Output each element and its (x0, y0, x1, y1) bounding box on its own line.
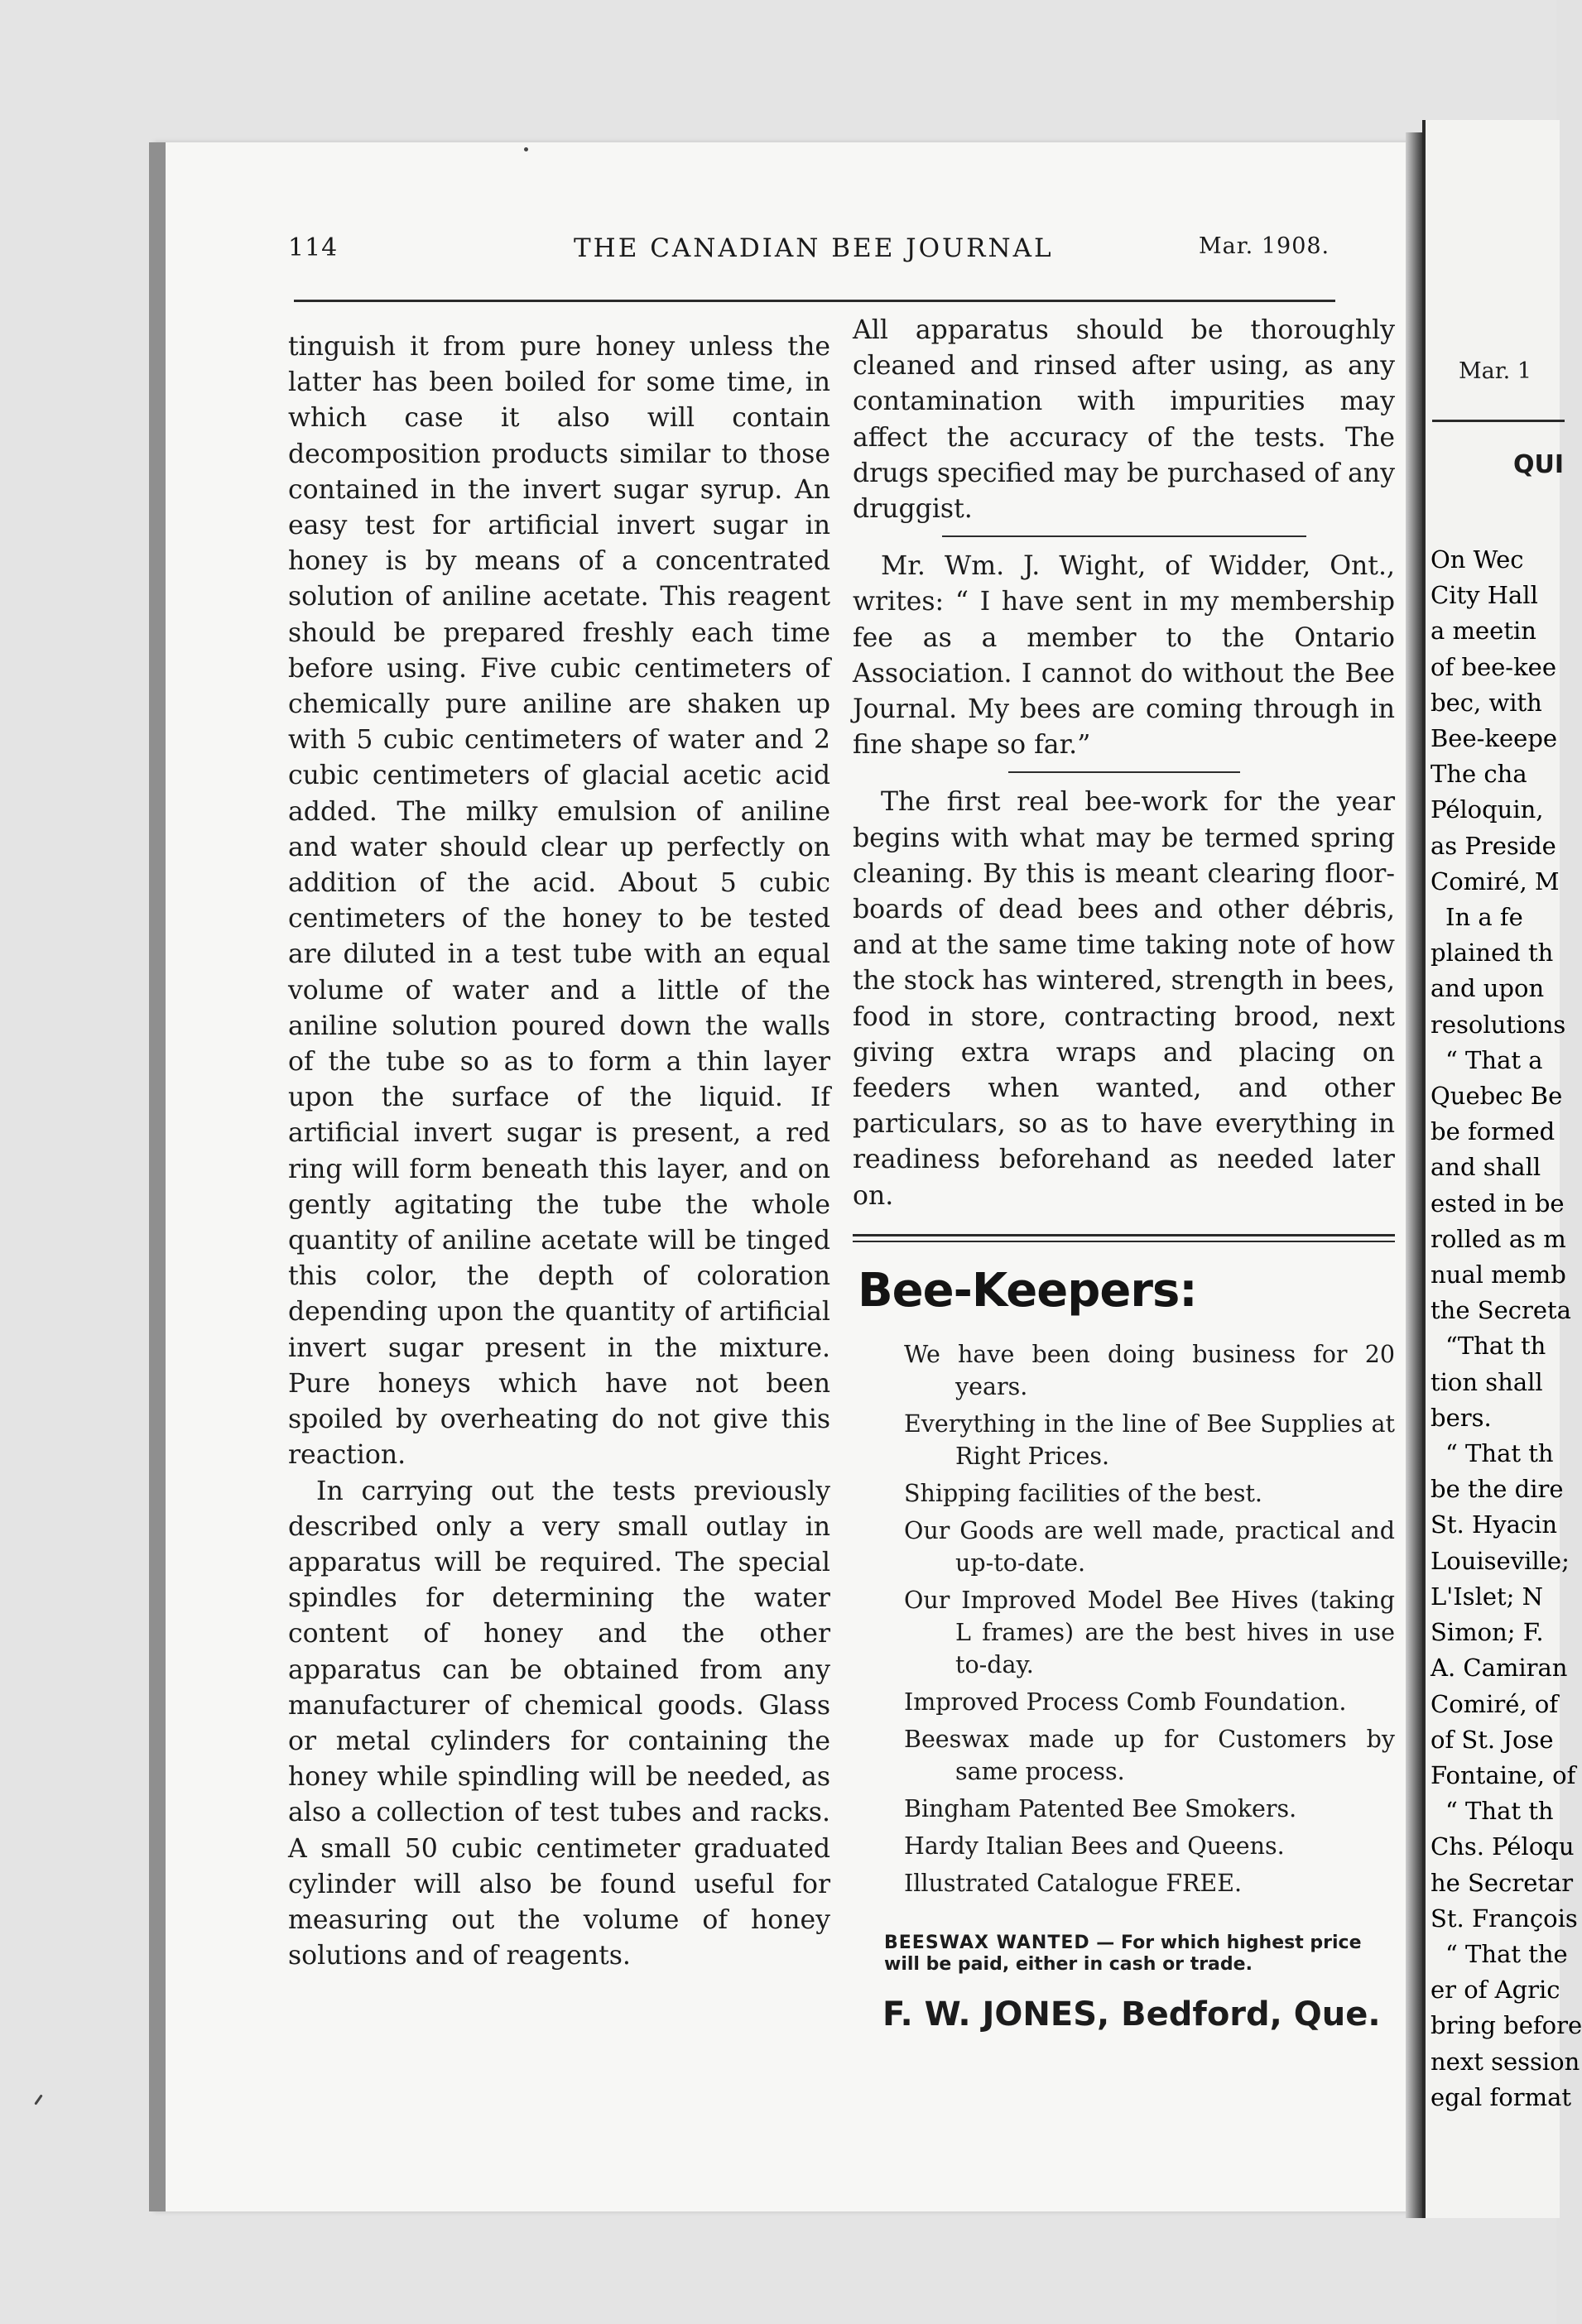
header-rule (294, 300, 1335, 302)
next-page-line: “ That a (1445, 1045, 1543, 1074)
next-page-line: On Wec (1431, 545, 1524, 574)
advertisement-signature: F. W. JONES, Bedford, Que. (882, 1995, 1381, 2034)
next-page-line: and shall (1431, 1153, 1541, 1182)
next-page-line: next session (1431, 2047, 1580, 2076)
next-page-line: tion shall (1431, 1367, 1543, 1396)
paragraph-apparatus: In carrying out the tests previously described only a very small outlay in apparatus will be required. The special spindles for determining the water content of honey and the other apparatus can be obtained from any manufacturer of chemical goods. Glass or metal cylinders for containing the honey while spindling will be needed, as also a collection of test tubes and racks. A small 50 cubic centimeter graduated cylinder will also be found useful for measuring out the volume of honey solutions and of reagents. (288, 1476, 830, 1971)
next-page-line: a meetin (1431, 617, 1536, 646)
paragraph-cleaning: All apparatus should be thoroughly cleaned and rinsed after using, as any contamination with impurities may affect the accuracy of the tests. The drugs specified may be purchased of any druggist. (853, 315, 1395, 525)
advertisement-heading: Bee-Keepers: (858, 1263, 1197, 1318)
right-page (1422, 120, 1582, 2218)
next-page-line: Simon; F. (1431, 1618, 1544, 1647)
next-page-line: be the dire (1431, 1475, 1564, 1504)
next-page-line: he Secretar (1431, 1868, 1574, 1897)
ad-item: We have been doing business for 20 years. (904, 1340, 1395, 1400)
next-page-line: ested in be (1431, 1188, 1565, 1217)
next-page-line: and upon (1431, 974, 1545, 1003)
ad-item: Hardy Italian Bees and Queens. (904, 1832, 1285, 1860)
next-page-line: the Secreta (1431, 1296, 1571, 1325)
next-page-header-rule (1432, 420, 1565, 422)
next-page-line: Comiré, M (1431, 867, 1560, 896)
ad-item: Improved Process Comb Foundation. (904, 1688, 1347, 1716)
page-gutter (1406, 132, 1422, 2218)
next-page-line: “ That the (1445, 1939, 1568, 1968)
next-page-line: A. Camiran (1431, 1654, 1568, 1683)
next-page-line: “ That th (1445, 1439, 1554, 1468)
next-page-line: “ That th (1445, 1797, 1554, 1826)
next-page-line: In a fe (1445, 903, 1523, 932)
ad-item: Bingham Patented Bee Smokers. (904, 1794, 1297, 1822)
beeswax-note (884, 1933, 1395, 1976)
next-page-line: St. Hyacin (1431, 1510, 1558, 1539)
section-divider (942, 535, 1306, 537)
next-page-line: Fontaine, of (1431, 1760, 1576, 1789)
ad-item: Illustrated Catalogue FREE. (904, 1869, 1243, 1897)
next-page-line: egal format (1431, 2082, 1572, 2111)
paragraph-spring-cleaning: The first real bee-work for the year begins with what may be termed spring cleaning. By this is meant clearing floor-boards of dead bees and other débris, and at the same time taking note of how the stock has wintered, strength in bees, food in store, contracting brood, next giving extra wraps and placing on feeders when wanted, and other particulars, so as to have everything in readiness beforehand as needed later on. (853, 787, 1395, 1211)
next-page-line: bring before (1431, 2011, 1582, 2040)
ad-item: Everything in the line of Bee Supplies at Right Prices. (904, 1409, 1395, 1470)
next-page-line: er of Agric (1431, 1976, 1560, 2005)
page-number: 114 (288, 233, 339, 262)
next-page-line: Louiseville; (1431, 1546, 1570, 1575)
next-page-line: Bee-keepe (1431, 724, 1558, 753)
next-page-line: as Preside (1431, 831, 1556, 860)
next-page-line: City Hall (1431, 581, 1538, 610)
paragraph-aniline-test: tinguish it from pure honey unless the latter has been boiled for some time, in which case it also will contain decomposition products similar to those contained in the invert sugar syrup. An easy test for artificial invert sugar in honey is by means of a concentrated solution of aniline acetate. This reagent should be prepared freshly each time before using. Five cubic centimeters of chemically pure aniline are shaken up with 5 cubic centimeters of water and 2 cubic centimeters of glacial acetic acid added. The milky emulsion of aniline and water should clear up perfectly on addition of the acid. About 5 cubic centimeters of the honey to be tested are diluted in a test tube with an equal volume of water and a little of the aniline solution poured down the walls of the tube so as to form a thin layer upon the surface of the liquid. If artificial invert sugar is present, a red ring will form beneath this layer, and on gently agitating the tube the whole quantity of aniline acetate will be tinged this color, the depth of coloration depending upon the quantity of artificial invert sugar present in the mixture. Pure honeys which have not been spoiled by overheating do not give this reaction. (288, 332, 830, 1471)
ad-item: Beeswax made up for Customers by same process. (904, 1725, 1395, 1785)
beeswax-text: — For which highest price will be paid, either in cash or trade. (884, 1932, 1362, 1975)
next-page-line: St. François (1431, 1904, 1578, 1933)
ink-speck (524, 147, 528, 151)
next-page-line: of bee-kee (1431, 652, 1556, 681)
section-divider (1008, 771, 1240, 773)
paragraph-letter: Mr. Wm. J. Wight, of Widder, Ont., writes: “ I have sent in my membership fee as a member to the Ontario Association. I cannot do without the Bee Journal. My bees are coming through in fine shape so far.” (853, 551, 1395, 761)
next-page-line: resolutions (1431, 1010, 1566, 1039)
next-page-line: bers. (1431, 1403, 1492, 1432)
next-page-line: plained th (1431, 939, 1554, 968)
right-column (853, 313, 1395, 2033)
advertisement (853, 1262, 1395, 2033)
next-page-date: Mar. 1 (1459, 358, 1532, 384)
next-page-line: Chs. Péloqu (1431, 1832, 1575, 1861)
next-page-line: “That th (1445, 1332, 1546, 1361)
next-page-line: Comiré, of (1431, 1689, 1559, 1718)
ad-item: Our Improved Model Bee Hives (taking L frames) are the best hives in use to-day. (904, 1586, 1395, 1678)
beeswax-label: BEESWAX WANTED (884, 1932, 1090, 1953)
next-page-line: The cha (1431, 760, 1527, 789)
next-page-line: be formed (1431, 1117, 1556, 1146)
next-page-text (1431, 542, 1582, 2115)
ad-item: Shipping facilities of the best. (904, 1479, 1262, 1507)
issue-date: Mar. 1908. (1199, 233, 1330, 259)
next-page-line: L'Islet; N (1431, 1582, 1544, 1611)
journal-title: THE CANADIAN BEE JOURNAL (574, 233, 1054, 263)
left-column (288, 329, 830, 1974)
next-page-heading: QUI (1513, 450, 1565, 479)
next-page-line: Quebec Be (1431, 1082, 1563, 1111)
advertisement-rule (853, 1234, 1395, 1242)
next-page-line: of St. Jose (1431, 1725, 1554, 1754)
advertisement-list (853, 1338, 1395, 1899)
ad-item: Our Goods are well made, practical and up-to-date. (904, 1516, 1395, 1577)
next-page-line: nual memb (1431, 1260, 1566, 1289)
next-page-line: rolled as m (1431, 1224, 1566, 1253)
next-page-line: Péloquin, (1431, 795, 1544, 824)
next-page-line: bec, with (1431, 688, 1542, 717)
